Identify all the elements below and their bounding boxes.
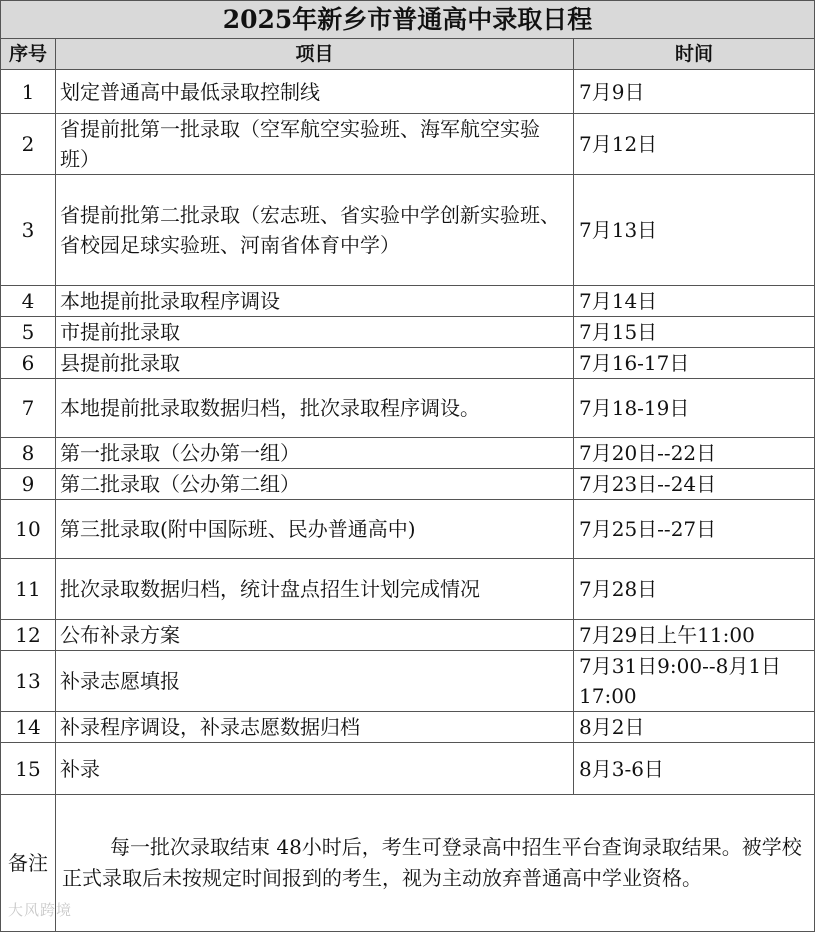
row-number: 3 [1,175,56,286]
table-row [1,712,815,743]
row-number: 6 [1,348,56,379]
row-time: 7月15日 [574,317,815,348]
row-time: 7月13日 [574,175,815,286]
row-time: 7月29日上午11:00 [574,620,815,651]
row-time: 7月20日--22日 [574,438,815,469]
row-item: 公布补录方案 [56,620,574,651]
row-number: 10 [1,500,56,559]
row-time: 7月28日 [574,559,815,620]
row-item: 第二批录取（公办第二组） [56,469,574,500]
row-number: 5 [1,317,56,348]
row-number: 2 [1,114,56,175]
table-row [1,70,815,114]
watermark: 大风跨境 [8,901,73,919]
row-item: 补录志愿填报 [56,651,574,712]
row-number: 7 [1,379,56,438]
row-item: 本地提前批录取程序调设 [56,286,574,317]
note-label: 备注 [1,795,56,932]
table-row [1,114,815,175]
row-item: 省提前批第二批录取（宏志班、省实验中学创新实验班、省校园足球实验班、河南省体育中学） [56,175,574,286]
row-time: 7月14日 [574,286,815,317]
row-number: 1 [1,70,56,114]
row-item: 补录 [56,743,574,795]
row-time: 7月23日--24日 [574,469,815,500]
table-row [1,743,815,795]
table-row [1,651,815,712]
row-time: 7月25日--27日 [574,500,815,559]
row-time: 7月31日9:00--8月1日17:00 [574,651,815,712]
row-time: 8月3-6日 [574,743,815,795]
row-number: 15 [1,743,56,795]
row-number: 14 [1,712,56,743]
table-row [1,559,815,620]
header-time: 时间 [574,39,815,70]
table-row [1,500,815,559]
table-row [1,286,815,317]
row-number: 4 [1,286,56,317]
row-time: 7月9日 [574,70,815,114]
row-number: 12 [1,620,56,651]
table-row [1,175,815,286]
table-row [1,469,815,500]
header-no: 序号 [1,39,56,70]
note-text: 每一批次录取结束 48小时后，考生可登录高中招生平台查询录取结果。被学校正式录取后未按规定时间报到的考生，视为主动放弃普通高中学业资格。 [56,795,815,932]
table-row [1,620,815,651]
header-item: 项目 [56,39,574,70]
row-number: 9 [1,469,56,500]
table-row [1,317,815,348]
row-item: 批次录取数据归档，统计盘点招生计划完成情况 [56,559,574,620]
row-item: 划定普通高中最低录取控制线 [56,70,574,114]
table-row [1,438,815,469]
note-row [1,795,815,932]
row-item: 省提前批第一批录取（空军航空实验班、海军航空实验班） [56,114,574,175]
row-time: 7月16-17日 [574,348,815,379]
table-title: 2025年新乡市普通高中录取日程 [1,1,815,39]
row-item: 第三批录取(附中国际班、民办普通高中) [56,500,574,559]
row-time: 7月18-19日 [574,379,815,438]
table-row [1,348,815,379]
row-item: 补录程序调设，补录志愿数据归档 [56,712,574,743]
row-item: 市提前批录取 [56,317,574,348]
row-time: 8月2日 [574,712,815,743]
row-item: 县提前批录取 [56,348,574,379]
row-time: 7月12日 [574,114,815,175]
row-item: 本地提前批录取数据归档，批次录取程序调设。 [56,379,574,438]
row-number: 13 [1,651,56,712]
row-number: 11 [1,559,56,620]
row-item: 第一批录取（公办第一组） [56,438,574,469]
table-row [1,379,815,438]
row-number: 8 [1,438,56,469]
